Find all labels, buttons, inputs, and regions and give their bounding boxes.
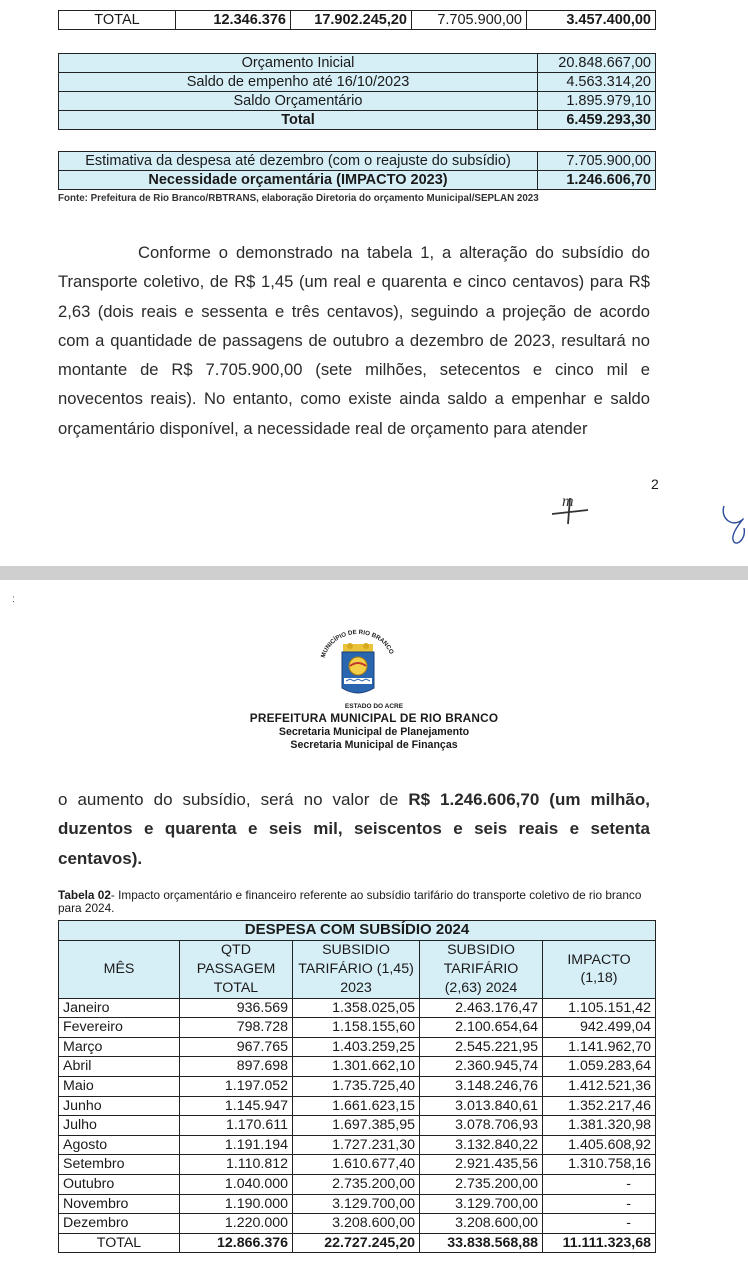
budget-label: Orçamento Inicial xyxy=(59,54,538,73)
subsidy-2024-cell: 3.078.706,93 xyxy=(420,1116,543,1136)
table-caption xyxy=(58,889,658,915)
subsidy-2023-cell: 3.208.600,00 xyxy=(293,1214,420,1234)
subsidy-2023-cell: 1.610.677,40 xyxy=(293,1155,420,1175)
impact-label: Estimativa da despesa até dezembro (com o reajuste do subsídio) xyxy=(59,152,538,171)
table-title-row xyxy=(59,921,656,941)
table-row xyxy=(59,1057,656,1077)
subsidy-2023-cell: 2.735.200,00 xyxy=(293,1174,420,1194)
impact-cell: 1.059.283,64 xyxy=(543,1057,656,1077)
impact-label: Necessidade orçamentária (IMPACTO 2023) xyxy=(59,171,538,190)
subsidy-2024-cell: 2.463.176,47 xyxy=(420,998,543,1018)
month-cell: Novembro xyxy=(59,1194,180,1214)
table-row xyxy=(59,152,656,171)
subsidy-2024-cell: 3.013.840,61 xyxy=(420,1096,543,1116)
month-cell: Maio xyxy=(59,1076,180,1096)
header-subsidio-2023: SUBSIDIO TARIFÁRIO (1,45) 2023 xyxy=(293,940,420,998)
month-cell: Fevereiro xyxy=(59,1018,180,1038)
subsidy-2024-table xyxy=(58,920,656,1253)
subsidy-2023-cell: 3.129.700,00 xyxy=(293,1194,420,1214)
total-subsidy-2024: 33.838.568,88 xyxy=(420,1233,543,1253)
total-passengers: 12.866.376 xyxy=(180,1233,293,1253)
passengers-cell: 1.220.000 xyxy=(180,1214,293,1234)
total-subsidy-2023: 17.902.245,20 xyxy=(291,11,412,30)
table-caption-text: - Impacto orçamentário e financeiro referente ao subsídio tarifário do transporte coletivo de rio branco para 2024. xyxy=(58,888,642,915)
impact-value: 7.705.900,00 xyxy=(538,152,656,171)
subsidy-2024-cell: 3.208.600,00 xyxy=(420,1214,543,1234)
page-number: 2 xyxy=(651,476,659,492)
signature-scribble xyxy=(718,498,748,548)
header-impacto: IMPACTO (1,18) xyxy=(543,940,656,998)
budget-value: 4.563.314,20 xyxy=(538,73,656,92)
subsidy-2023-cell: 1.403.259,25 xyxy=(293,1037,420,1057)
month-cell: Dezembro xyxy=(59,1214,180,1234)
total-subsidy-new: 7.705.900,00 xyxy=(412,11,527,30)
budget-total-label: Total xyxy=(59,111,538,130)
subsidy-2023-cell: 1.358.025,05 xyxy=(293,998,420,1018)
passengers-cell: 897.698 xyxy=(180,1057,293,1077)
passengers-cell: 1.197.052 xyxy=(180,1076,293,1096)
month-cell: Janeiro xyxy=(59,998,180,1018)
table-row xyxy=(59,92,656,111)
table-row xyxy=(59,11,656,30)
table-row xyxy=(59,1214,656,1234)
month-cell: Agosto xyxy=(59,1135,180,1155)
impact-paragraph-amount: R$ 1.246.606,70 (um milhão, duzentos e quarenta e seis mil, seiscentos e seis reais e setenta centavos). xyxy=(58,790,650,868)
subsidy-2023-cell: 1.735.725,40 xyxy=(293,1076,420,1096)
passengers-cell: 1.190.000 xyxy=(180,1194,293,1214)
secretaria-financas: Secretaria Municipal de Finanças xyxy=(290,739,458,751)
passengers-cell: 1.110.812 xyxy=(180,1155,293,1175)
passengers-cell: 1.170.611 xyxy=(180,1116,293,1136)
impact-cell: 942.499,04 xyxy=(543,1018,656,1038)
subsidy-2024-cell: 2.545.221,95 xyxy=(420,1037,543,1057)
document-page-1 xyxy=(0,0,748,566)
municipal-seal-icon xyxy=(314,622,402,704)
impact-paragraph-text: o aumento do subsídio, será no valor de xyxy=(58,790,409,809)
subsidy-2024-cell: 3.132.840,22 xyxy=(420,1135,543,1155)
budget-value: 20.848.667,00 xyxy=(538,54,656,73)
budget-label: Saldo de empenho até 16/10/2023 xyxy=(59,73,538,92)
table-row xyxy=(59,1076,656,1096)
impact-cell: - xyxy=(543,1194,656,1214)
document-page-2 xyxy=(0,580,748,1280)
total-label: TOTAL xyxy=(59,1233,180,1253)
budget-total-value: 6.459.293,30 xyxy=(538,111,656,130)
table-row xyxy=(59,998,656,1018)
table-total-row xyxy=(59,1233,656,1253)
impact-cell: 1.141.962,70 xyxy=(543,1037,656,1057)
subsidy-2023-cell: 1.301.662,10 xyxy=(293,1057,420,1077)
header-mes: MÊS xyxy=(59,940,180,998)
subsidy-2024-cell: 2.360.945,74 xyxy=(420,1057,543,1077)
total-label: TOTAL xyxy=(59,11,176,30)
secretaria-planejamento: Secretaria Municipal de Planejamento xyxy=(278,726,470,738)
subsidy-2024-cell: 2.735.200,00 xyxy=(420,1174,543,1194)
total-subsidy-2023: 22.727.245,20 xyxy=(293,1233,420,1253)
impact-cell: - xyxy=(543,1174,656,1194)
table-row xyxy=(59,1096,656,1116)
passengers-cell: 1.191.194 xyxy=(180,1135,293,1155)
initials-signature xyxy=(548,490,598,526)
table-row xyxy=(59,54,656,73)
month-cell: Julho xyxy=(59,1116,180,1136)
table-caption-label: Tabela 02 xyxy=(58,888,111,902)
month-cell: Setembro xyxy=(59,1155,180,1175)
table-row xyxy=(59,111,656,130)
impact-cell: 1.352.217,46 xyxy=(543,1096,656,1116)
passengers-cell: 1.145.947 xyxy=(180,1096,293,1116)
passengers-cell: 798.728 xyxy=(180,1018,293,1038)
month-cell: Abril xyxy=(59,1057,180,1077)
month-cell: Junho xyxy=(59,1096,180,1116)
table-body xyxy=(59,998,656,1233)
svg-text:MUNICÍPIO DE RIO BRANCO: MUNICÍPIO DE RIO BRANCO xyxy=(319,628,395,659)
impact-cell: 1.381.320,98 xyxy=(543,1116,656,1136)
subsidy-2024-cell: 2.921.435,56 xyxy=(420,1155,543,1175)
table-row xyxy=(59,171,656,190)
subsidy-2024-cell: 3.148.246,76 xyxy=(420,1076,543,1096)
body-paragraph: Conforme o demonstrado na tabela 1, a alteração do subsídio do Transporte coletivo, de R$ 1,45 (um real e quarenta e cinco centavos) para R$ 2,63 (dois reais e sessenta e três centavos), seguindo a projeção de acordo com a quantidade de passagens de outubro a dezembro de 2023, resultará no montante de R$ 7.705.900,00 (sete milhões, setecentos e cinco mil e novecentos reais). No entanto, como existe ainda saldo a empenhar e saldo orçamentário disponível, a necessidade real de orçamento para atender xyxy=(58,243,650,438)
table-row xyxy=(59,1037,656,1057)
subsidy-2023-cell: 1.158.155,60 xyxy=(293,1018,420,1038)
impact-cell: 1.310.758,16 xyxy=(543,1155,656,1175)
budget-table xyxy=(58,53,656,130)
subsidy-2023-cell: 1.727.231,30 xyxy=(293,1135,420,1155)
total-impact: 3.457.400,00 xyxy=(527,11,656,30)
summary-total-table xyxy=(58,10,656,30)
passengers-cell: 936.569 xyxy=(180,998,293,1018)
header-qtd-passagem: QTD PASSAGEM TOTAL xyxy=(180,940,293,998)
total-passengers: 12.346.376 xyxy=(176,11,291,30)
impact-table xyxy=(58,151,656,190)
impact-cell: 1.405.608,92 xyxy=(543,1135,656,1155)
subsidy-2024-cell: 2.100.654,64 xyxy=(420,1018,543,1038)
passengers-cell: 1.040.000 xyxy=(180,1174,293,1194)
table-row xyxy=(59,1155,656,1175)
budget-value: 1.895.979,10 xyxy=(538,92,656,111)
estado-label: ESTADO DO ACRE xyxy=(344,703,404,710)
impact-cell: 1.412.521,36 xyxy=(543,1076,656,1096)
table-row xyxy=(59,1135,656,1155)
table-row xyxy=(59,1194,656,1214)
impact-value: 1.246.606,70 xyxy=(538,171,656,190)
month-cell: Outubro xyxy=(59,1174,180,1194)
impact-cell: 1.105.151,42 xyxy=(543,998,656,1018)
table-header-row xyxy=(59,940,656,998)
header-subsidio-2024: SUBSIDIO TARIFÁRIO (2,63) 2024 xyxy=(420,940,543,998)
table-row xyxy=(59,1174,656,1194)
table-row xyxy=(59,73,656,92)
table-title: DESPESA COM SUBSÍDIO 2024 xyxy=(59,921,656,941)
table-row xyxy=(59,1018,656,1038)
budget-label: Saldo Orçamentário xyxy=(59,92,538,111)
month-cell: Março xyxy=(59,1037,180,1057)
scan-dot: : xyxy=(12,594,15,605)
subsidy-2023-cell: 1.697.385,95 xyxy=(293,1116,420,1136)
impact-paragraph xyxy=(58,785,650,873)
svg-text:m: m xyxy=(562,493,574,510)
impact-cell: - xyxy=(543,1214,656,1234)
total-impact: 11.111.323,68 xyxy=(543,1233,656,1253)
passengers-cell: 967.765 xyxy=(180,1037,293,1057)
subsidy-2023-cell: 1.661.623,15 xyxy=(293,1096,420,1116)
source-note: Fonte: Prefeitura de Rio Branco/RBTRANS, elaboração Diretoria do orçamento Municipal/SEPLAN 2023 xyxy=(58,193,539,204)
table-row xyxy=(59,1116,656,1136)
prefeitura-title: PREFEITURA MUNICIPAL DE RIO BRANCO xyxy=(249,711,499,725)
subsidy-2024-cell: 3.129.700,00 xyxy=(420,1194,543,1214)
